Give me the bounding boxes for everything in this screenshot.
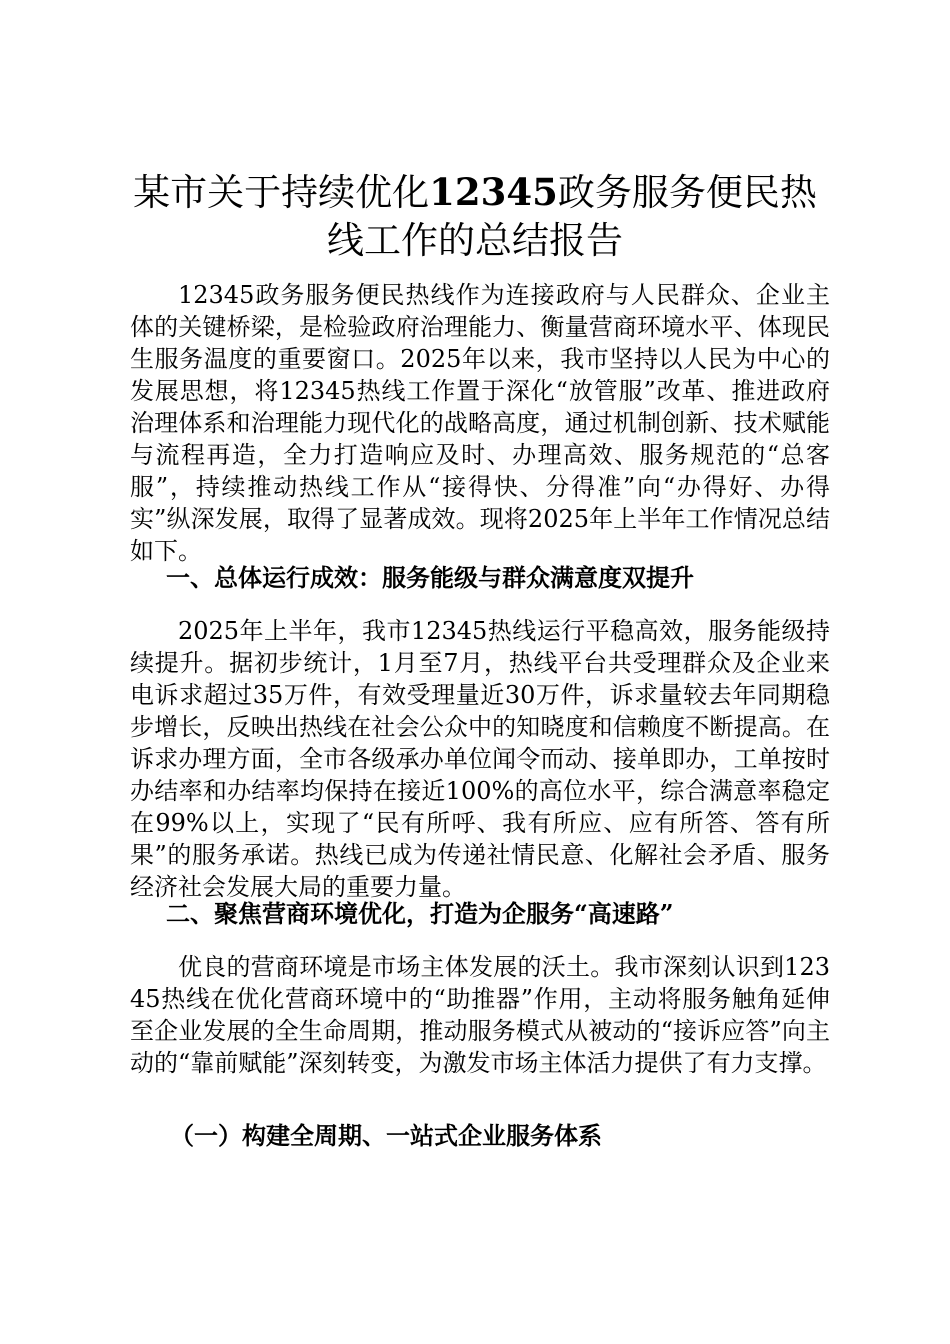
document-title — [125, 168, 825, 265]
section-1-paragraph: 2025年上半年，我市12345热线运行平稳高效，服务能级持续提升。据初步统计，1月至7月，热线平台共受理群众及企业来电诉求超过35万件，有效受理量近30万件，诉求量较去年同期稳步增长，反映出热线在社会公众中的知晓度和信赖度不断提高。在诉求办理方面，全市各级承办单位闻令而动、接单即办，工单按时办结率和办结率均保持在接近100%的高位水平，综合满意率稳定在99%以上，实现了“民有所呼、我有所应、应有所答、答有所果”的服务承诺。热线已成为传递社情民意、化解社会矛盾、服务经济社会发展大局的重要力量。 — [130, 617, 830, 901]
intro-paragraph: 12345政务服务便民热线作为连接政府与人民群众、企业主体的关键桥梁，是检验政府治理能力、衡量营商环境水平、体现民生服务温度的重要窗口。2025年以来，我市坚持以人民为中心的发展思想，将12345热线工作置于深化“放管服”改革、推进政府治理体系和治理能力现代化的战略高度，通过机制创新、技术赋能与流程再造，全力打造响应及时、办理高效、服务规范的“总客服”，持续推动热线工作从“接得快、分得准”向“办得好、办得实”纵深发展，取得了显著成效。现将2025年上半年工作情况总结如下。 — [130, 281, 830, 565]
subsection-heading-2-1: （一）构建全周期、一站式企业服务体系 — [170, 1121, 602, 1150]
title-part-2: 政务服务便民热线工作的总结报告 — [327, 171, 817, 262]
section-2-paragraph: 优良的营商环境是市场主体发展的沃土。我市深刻认识到12345热线在优化营商环境中的“助推器”作用，主动将服务触角延伸至企业发展的全生命周期，推动服务模式从被动的“接诉应答”向主动的“靠前赋能”深刻转变，为激发市场主体活力提供了有力支撑。 — [130, 953, 830, 1077]
section-heading-2: 二、聚焦营商环境优化，打造为企服务“高速路” — [166, 899, 674, 928]
title-part-1: 某市关于持续优化 — [133, 171, 430, 214]
section-heading-1: 一、总体运行成效：服务能级与群众满意度双提升 — [166, 563, 694, 592]
title-number: 12345 — [429, 170, 558, 214]
